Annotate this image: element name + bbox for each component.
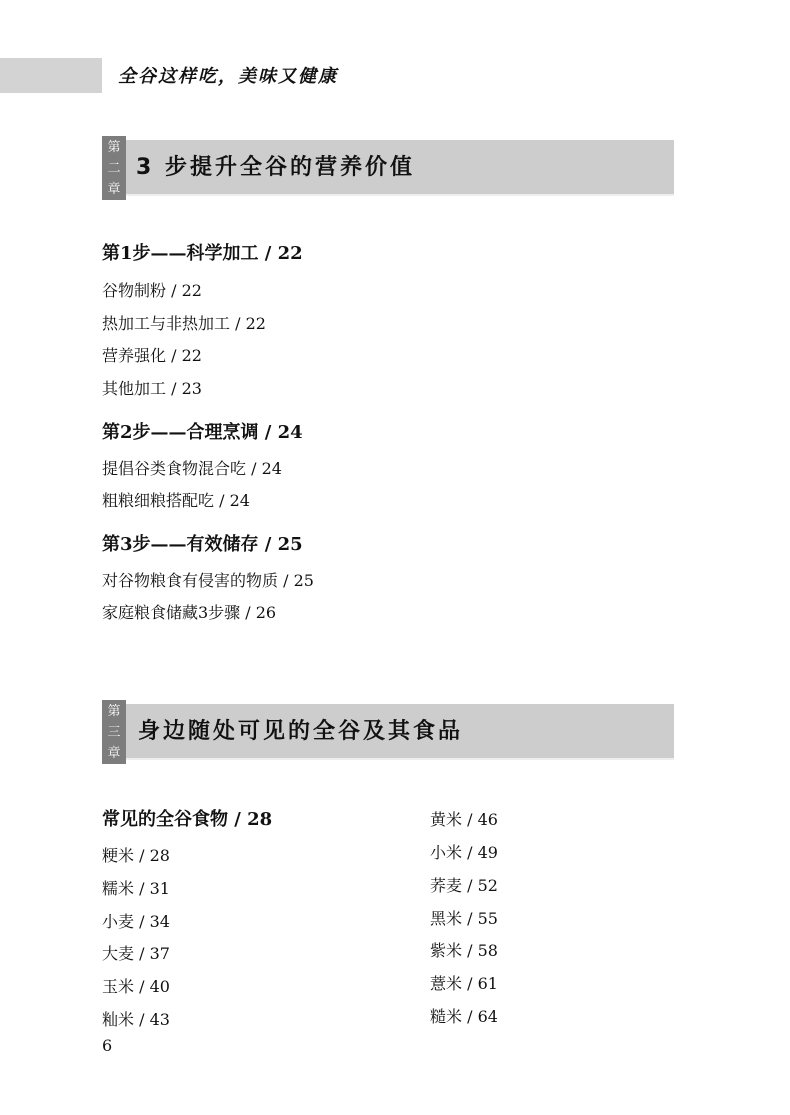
- chapter-3-tab: [102, 700, 126, 764]
- chapter-3-tab-char: 章: [107, 746, 121, 761]
- chapter-2-banner: [102, 136, 674, 200]
- toc-entry: 籼米 / 43: [102, 1010, 170, 1029]
- chapter-2-tab: [102, 136, 126, 200]
- chapter-2-title: 3 步提升全谷的营养价值: [136, 155, 415, 180]
- toc-entry: 薏米 / 61: [430, 974, 498, 993]
- toc-entry: 小米 / 49: [430, 843, 498, 862]
- chapter-3-tab-char: 第: [107, 704, 121, 719]
- toc-entry: 大麦 / 37: [102, 944, 170, 963]
- header-gray-bar: [0, 58, 102, 93]
- chapter-2-tab-char: 第: [107, 140, 121, 155]
- toc-entry: 对谷物粮食有侵害的物质 / 25: [102, 571, 314, 590]
- toc-entry: 营养强化 / 22: [102, 346, 202, 365]
- chapter-3-title: 身边随处可见的全谷及其食品: [138, 719, 464, 744]
- toc-entry: 粳米 / 28: [102, 846, 170, 865]
- chapter-3-tab-char: 三: [107, 725, 121, 740]
- step-1-heading: 第1步——科学加工 / 22: [102, 243, 303, 264]
- toc-entry: 小麦 / 34: [102, 912, 170, 931]
- toc-entry: 粗粮细粮搭配吃 / 24: [102, 491, 250, 510]
- section-heading: 常见的全谷食物 / 28: [102, 809, 273, 830]
- chapter-2-tab-char: 二: [107, 161, 121, 176]
- toc-entry: 糯米 / 31: [102, 879, 170, 898]
- chapter-2-tab-char: 章: [107, 182, 121, 197]
- running-header-title: 全谷这样吃，美味又健康: [118, 66, 338, 87]
- toc-entry: 提倡谷类食物混合吃 / 24: [102, 459, 282, 478]
- toc-entry: 其他加工 / 23: [102, 379, 202, 398]
- toc-entry: 黑米 / 55: [430, 909, 498, 928]
- step-3-heading: 第3步——有效储存 / 25: [102, 534, 303, 555]
- toc-entry: 谷物制粉 / 22: [102, 281, 202, 300]
- toc-entry: 热加工与非热加工 / 22: [102, 314, 266, 333]
- chapter-3-banner: [102, 700, 674, 764]
- toc-entry: 玉米 / 40: [102, 977, 170, 996]
- page-number: 6: [102, 1036, 113, 1055]
- toc-entry: 荞麦 / 52: [430, 876, 498, 895]
- toc-entry: 紫米 / 58: [430, 941, 498, 960]
- toc-entry: 家庭粮食储藏3步骤 / 26: [102, 603, 277, 622]
- toc-entry: 糙米 / 64: [430, 1007, 498, 1026]
- step-2-heading: 第2步——合理烹调 / 24: [102, 422, 303, 443]
- toc-entry: 黄米 / 46: [430, 810, 498, 829]
